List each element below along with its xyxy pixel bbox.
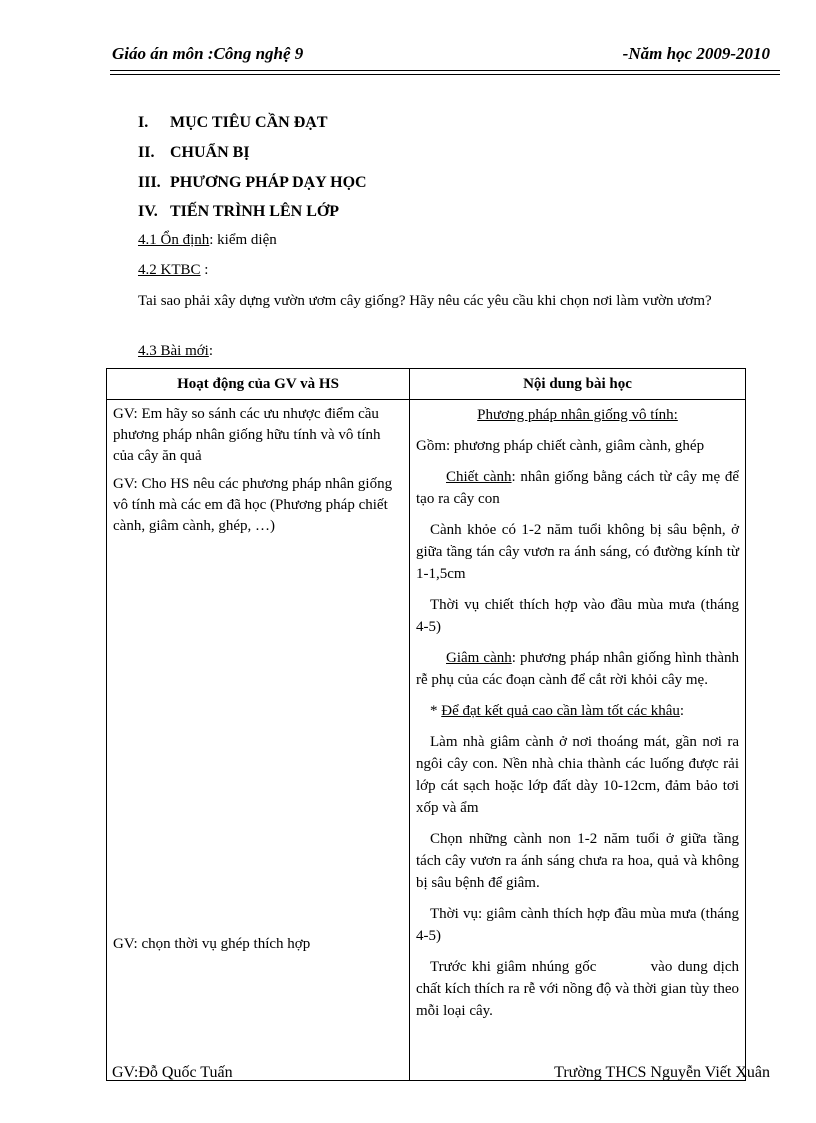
header-school-year: -Năm học 2009-2010 [622, 44, 770, 63]
on-dinh-label: 4.1 Ổn định [138, 232, 210, 248]
content-title: Phương pháp nhân giống vô tính: [477, 407, 678, 423]
on-dinh-line [138, 232, 277, 249]
section-number: IV. [138, 203, 158, 220]
content-paragraph: Gồm: phương pháp chiết cành, giâm cành, ghép [416, 438, 705, 454]
section-title: CHUẨN BỊ [170, 144, 250, 161]
section-title: PHƯƠNG PHÁP DẠY HỌC [170, 174, 367, 191]
section-heading-4 [138, 203, 339, 221]
requirements-heading: Để đạt kết quả cao cần làm tốt các khâu [441, 703, 680, 719]
footer-school: Trường THCS Nguyễn Viết Xuân [554, 1064, 770, 1081]
content-paragraph: Cành khỏe có 1-2 năm tuổi không bị sâu bệnh, ở giữa tầng tán cây vươn ra ánh sáng, có đường kính từ 1-1,5cm [416, 522, 739, 582]
definition-text: : nhân giống bằng cách từ cây mẹ để tạo ra cây con [416, 469, 739, 507]
bai-moi-label: 4.3 Bài mới [138, 343, 209, 359]
content-paragraph [416, 466, 739, 510]
colon: : [679, 703, 685, 719]
section-title: MỤC TIÊU CẦN ĐẠT [170, 114, 328, 131]
section-number: I. [138, 114, 149, 131]
bullet-star: * [430, 703, 442, 719]
section-number: III. [138, 174, 161, 191]
table-header-row [107, 369, 746, 400]
review-question: Tai sao phải xây dựng vườn ươm cây giống? Hãy nêu các yêu cầu khi chọn nơi làm vườn ươm? [138, 293, 712, 309]
header-content: Nội dung bài học [410, 369, 746, 400]
section-heading-1 [138, 114, 328, 132]
term-chiet-canh: Chiết cành [446, 469, 512, 485]
header-subject: Giáo án môn :Công nghệ 9 [112, 44, 304, 63]
content-paragraph: Trước khi giâm nhúng gốc vào dung dịch chất kích thích ra rễ với nồng độ và thời gian tùy theo mỗi loại cây. [416, 959, 743, 1019]
teacher-activity-3: GV: chọn thời vụ ghép thích hợp [113, 936, 311, 952]
term-giam-canh: Giâm cành [446, 650, 512, 666]
bai-moi-text: : [208, 343, 214, 359]
ktbc-text: : [200, 262, 209, 278]
content-paragraph [416, 647, 739, 691]
header-activities: Hoạt động của GV và HS [107, 369, 410, 400]
section-title: TIẾN TRÌNH LÊN LỚP [170, 203, 340, 220]
section-heading-3 [138, 174, 367, 192]
content-cell [410, 400, 746, 1081]
teacher-activity-1: GV: Em hãy so sánh các ưu nhược điểm cầu phương pháp nhân giống hữu tính và vô tính của cây ăn quả [113, 406, 381, 464]
ktbc-line [138, 262, 208, 279]
content-paragraph: Làm nhà giâm cành ở nơi thoáng mát, gần nơi ra ngôi cây con. Nền nhà chia thành các luống được rải lớp cát sạch hoặc lớp đất dày 10-12cm, đảm bảo tơi xốp và ẩm [416, 734, 739, 816]
content-paragraph [416, 700, 739, 722]
on-dinh-text: : kiểm diện [209, 232, 277, 248]
ktbc-label: 4.2 KTBC [138, 262, 201, 278]
table-row [107, 400, 746, 1081]
section-number: II. [138, 144, 155, 161]
content-paragraph: Thời vụ chiết thích hợp vào đầu mùa mưa (tháng 4-5) [416, 597, 739, 635]
header-rule-top [110, 70, 780, 71]
header-rule-bottom [110, 74, 780, 75]
footer-teacher: GV:Đỗ Quốc Tuấn [112, 1064, 233, 1081]
lesson-table [106, 368, 746, 1081]
content-paragraph: Chọn những cành non 1-2 năm tuổi ở giữa tầng tách cây vươn ra ánh sáng chưa ra hoa, quả và không bị sâu bệnh để giâm. [416, 831, 739, 891]
activities-cell [107, 400, 410, 1081]
definition-text: : phương pháp nhân giống hình thành rễ phụ của các đoạn cành để cắt rời khỏi cây mẹ. [416, 650, 739, 688]
bai-moi-line [138, 343, 213, 360]
section-heading-2 [138, 144, 250, 162]
content-paragraph: Thời vụ: giâm cành thích hợp đầu mùa mưa (tháng 4-5) [416, 906, 739, 944]
teacher-activity-2: GV: Cho HS nêu các phương pháp nhân giống vô tính mà các em đã học (Phương pháp chiết cành, giâm cành, ghép, …) [113, 476, 393, 534]
